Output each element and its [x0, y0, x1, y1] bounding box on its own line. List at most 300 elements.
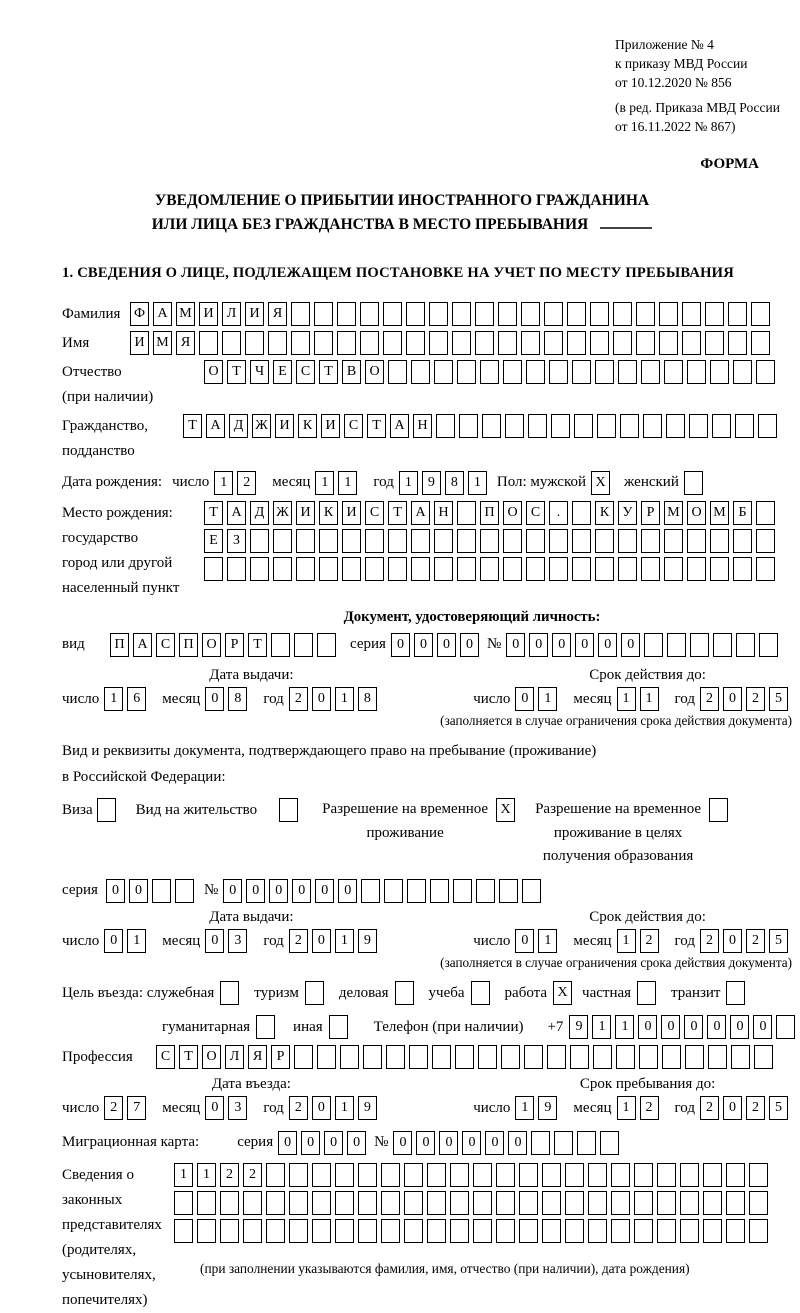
citizenship-cell[interactable] [620, 414, 639, 438]
representatives-cell[interactable]: 2 [220, 1163, 239, 1187]
profession-cell[interactable] [754, 1045, 773, 1069]
patronymic-cell[interactable] [664, 360, 683, 384]
birth-place-cell[interactable]: И [296, 501, 315, 525]
permit-issue-month-cell[interactable]: 3 [228, 929, 247, 953]
birth-place-cell[interactable] [710, 557, 729, 581]
representatives-cell[interactable]: 1 [197, 1163, 216, 1187]
representatives-cell[interactable] [588, 1191, 607, 1215]
stay-year-cell[interactable]: 5 [769, 1096, 788, 1120]
representatives-cell[interactable] [335, 1163, 354, 1187]
birth-place-cell[interactable]: О [687, 501, 706, 525]
iddoc-number-cell[interactable] [713, 633, 732, 657]
iddoc-vid-cell[interactable] [271, 633, 290, 657]
permit-expiry-year-cell[interactable]: 5 [769, 929, 788, 953]
entry-day-cell[interactable]: 7 [127, 1096, 146, 1120]
migcard-number-cell[interactable]: 0 [393, 1131, 412, 1155]
iddoc-seriya-cell[interactable]: 0 [391, 633, 410, 657]
birth-place-cell[interactable] [618, 529, 637, 553]
citizenship-cell[interactable] [689, 414, 708, 438]
surname-cell[interactable] [659, 302, 678, 326]
representatives-cell[interactable] [542, 1163, 561, 1187]
representatives-cell[interactable] [404, 1163, 423, 1187]
phone-digit-cell[interactable]: 0 [753, 1015, 772, 1039]
representatives-cell[interactable] [197, 1191, 216, 1215]
birth-place-cell[interactable] [319, 529, 338, 553]
entry-month-cell[interactable]: 0 [205, 1096, 224, 1120]
permit-number-cell[interactable]: 0 [315, 879, 334, 903]
iddoc-seriya-cell[interactable]: 0 [460, 633, 479, 657]
surname-cell[interactable] [291, 302, 310, 326]
birth-month-cell[interactable]: 1 [315, 471, 334, 495]
citizenship-cell[interactable] [482, 414, 501, 438]
phone-digit-cell[interactable]: 0 [730, 1015, 749, 1039]
profession-cell[interactable] [409, 1045, 428, 1069]
representatives-cell[interactable] [289, 1219, 308, 1243]
birth-place-cell[interactable]: Д [250, 501, 269, 525]
permit-seriya-cell[interactable] [152, 879, 171, 903]
iddoc-number-cell[interactable] [759, 633, 778, 657]
profession-cell[interactable] [593, 1045, 612, 1069]
iddoc-issue-year-cell[interactable]: 0 [312, 687, 331, 711]
permit-seriya-cell[interactable]: 0 [129, 879, 148, 903]
citizenship-cell[interactable] [459, 414, 478, 438]
migcard-number-cell[interactable] [577, 1131, 596, 1155]
surname-cell[interactable] [682, 302, 701, 326]
surname-cell[interactable] [521, 302, 540, 326]
iddoc-expiry-day-cell[interactable]: 1 [538, 687, 557, 711]
representatives-cell[interactable] [611, 1191, 630, 1215]
birth-place-cell[interactable] [296, 557, 315, 581]
birth-place-cell[interactable]: Н [434, 501, 453, 525]
representatives-cell[interactable] [312, 1219, 331, 1243]
firstname-cell[interactable] [406, 331, 425, 355]
iddoc-issue-month-cell[interactable]: 8 [228, 687, 247, 711]
profession-cell[interactable] [731, 1045, 750, 1069]
birth-place-cell[interactable]: О [503, 501, 522, 525]
permit-issue-year-cell[interactable]: 0 [312, 929, 331, 953]
representatives-cell[interactable] [266, 1163, 285, 1187]
citizenship-cell[interactable] [643, 414, 662, 438]
surname-cell[interactable] [406, 302, 425, 326]
purpose-business-checkbox[interactable] [395, 981, 414, 1005]
representatives-cell[interactable] [220, 1191, 239, 1215]
citizenship-cell[interactable]: К [298, 414, 317, 438]
patronymic-cell[interactable] [595, 360, 614, 384]
permit-issue-year-cell[interactable]: 2 [289, 929, 308, 953]
citizenship-cell[interactable] [528, 414, 547, 438]
permit-expiry-month-cell[interactable]: 1 [617, 929, 636, 953]
representatives-cell[interactable] [450, 1163, 469, 1187]
profession-cell[interactable]: Я [248, 1045, 267, 1069]
profession-cell[interactable] [524, 1045, 543, 1069]
phone-digit-cell[interactable]: 1 [592, 1015, 611, 1039]
migcard-seriya-cell[interactable]: 0 [347, 1131, 366, 1155]
firstname-cell[interactable] [751, 331, 770, 355]
representatives-cell[interactable] [496, 1219, 515, 1243]
firstname-cell[interactable]: Я [176, 331, 195, 355]
permit-number-cell[interactable] [361, 879, 380, 903]
surname-cell[interactable] [452, 302, 471, 326]
representatives-cell[interactable] [358, 1219, 377, 1243]
patronymic-cell[interactable]: Е [273, 360, 292, 384]
firstname-cell[interactable] [452, 331, 471, 355]
profession-cell[interactable]: Л [225, 1045, 244, 1069]
birth-place-cell[interactable]: М [664, 501, 683, 525]
representatives-cell[interactable] [542, 1191, 561, 1215]
profession-cell[interactable] [478, 1045, 497, 1069]
firstname-cell[interactable] [222, 331, 241, 355]
profession-cell[interactable] [432, 1045, 451, 1069]
profession-cell[interactable]: Т [179, 1045, 198, 1069]
purpose-work-checkbox[interactable]: X [553, 981, 572, 1005]
citizenship-cell[interactable]: Н [413, 414, 432, 438]
surname-cell[interactable] [544, 302, 563, 326]
birth-place-cell[interactable] [549, 557, 568, 581]
firstname-cell[interactable] [682, 331, 701, 355]
citizenship-cell[interactable] [505, 414, 524, 438]
migcard-number-cell[interactable] [600, 1131, 619, 1155]
permit-issue-year-cell[interactable]: 1 [335, 929, 354, 953]
iddoc-issue-year-cell[interactable]: 1 [335, 687, 354, 711]
iddoc-issue-day-cell[interactable]: 1 [104, 687, 123, 711]
citizenship-cell[interactable] [574, 414, 593, 438]
representatives-cell[interactable] [726, 1163, 745, 1187]
birth-month-cell[interactable]: 1 [338, 471, 357, 495]
birth-place-cell[interactable]: . [549, 501, 568, 525]
purpose-humanitarian-checkbox[interactable] [256, 1015, 275, 1039]
birth-place-cell[interactable]: А [411, 501, 430, 525]
birth-place-cell[interactable] [434, 557, 453, 581]
profession-cell[interactable] [340, 1045, 359, 1069]
representatives-cell[interactable] [657, 1191, 676, 1215]
birth-place-cell[interactable]: М [710, 501, 729, 525]
profession-cell[interactable] [317, 1045, 336, 1069]
representatives-cell[interactable] [588, 1219, 607, 1243]
profession-cell[interactable]: Р [271, 1045, 290, 1069]
profession-cell[interactable] [455, 1045, 474, 1069]
firstname-cell[interactable] [636, 331, 655, 355]
patronymic-cell[interactable] [756, 360, 775, 384]
representatives-cell[interactable] [312, 1163, 331, 1187]
firstname-cell[interactable] [498, 331, 517, 355]
birth-place-cell[interactable] [756, 501, 775, 525]
representatives-cell[interactable] [565, 1191, 584, 1215]
representatives-cell[interactable] [381, 1219, 400, 1243]
permit-number-cell[interactable]: 0 [338, 879, 357, 903]
permit-seriya-cell[interactable] [175, 879, 194, 903]
entry-year-cell[interactable]: 0 [312, 1096, 331, 1120]
profession-cell[interactable] [708, 1045, 727, 1069]
visa-checkbox[interactable] [97, 798, 116, 822]
firstname-cell[interactable] [475, 331, 494, 355]
birth-place-cell[interactable] [250, 529, 269, 553]
iddoc-expiry-year-cell[interactable]: 5 [769, 687, 788, 711]
representatives-cell[interactable] [703, 1163, 722, 1187]
permit-number-cell[interactable] [407, 879, 426, 903]
representatives-cell[interactable] [611, 1163, 630, 1187]
representatives-cell[interactable] [680, 1219, 699, 1243]
migcard-seriya-cell[interactable]: 0 [301, 1131, 320, 1155]
birth-place-cell[interactable]: С [365, 501, 384, 525]
stay-year-cell[interactable]: 0 [723, 1096, 742, 1120]
surname-cell[interactable] [360, 302, 379, 326]
purpose-study-checkbox[interactable] [471, 981, 490, 1005]
iddoc-seriya-cell[interactable]: 0 [414, 633, 433, 657]
iddoc-expiry-month-cell[interactable]: 1 [640, 687, 659, 711]
representatives-cell[interactable] [634, 1163, 653, 1187]
patronymic-cell[interactable] [434, 360, 453, 384]
entry-day-cell[interactable]: 2 [104, 1096, 123, 1120]
iddoc-vid-cell[interactable] [294, 633, 313, 657]
birth-day-cell[interactable]: 2 [237, 471, 256, 495]
representatives-cell[interactable] [450, 1191, 469, 1215]
patronymic-cell[interactable] [549, 360, 568, 384]
representatives-cell[interactable] [312, 1191, 331, 1215]
iddoc-expiry-day-cell[interactable]: 0 [515, 687, 534, 711]
birth-place-cell[interactable] [480, 557, 499, 581]
birth-place-cell[interactable] [365, 557, 384, 581]
birth-place-cell[interactable] [595, 529, 614, 553]
birth-place-cell[interactable] [756, 557, 775, 581]
birth-place-cell[interactable] [549, 529, 568, 553]
birth-place-cell[interactable] [365, 529, 384, 553]
citizenship-cell[interactable] [735, 414, 754, 438]
profession-cell[interactable] [685, 1045, 704, 1069]
representatives-cell[interactable] [473, 1191, 492, 1215]
entry-year-cell[interactable]: 9 [358, 1096, 377, 1120]
firstname-cell[interactable] [590, 331, 609, 355]
surname-cell[interactable]: Л [222, 302, 241, 326]
representatives-cell[interactable] [496, 1163, 515, 1187]
iddoc-seriya-cell[interactable]: 0 [437, 633, 456, 657]
surname-cell[interactable] [705, 302, 724, 326]
representatives-cell[interactable] [243, 1219, 262, 1243]
citizenship-cell[interactable]: Ж [252, 414, 271, 438]
birth-place-cell[interactable]: И [342, 501, 361, 525]
firstname-cell[interactable] [728, 331, 747, 355]
permit-number-cell[interactable]: 0 [292, 879, 311, 903]
iddoc-expiry-month-cell[interactable]: 1 [617, 687, 636, 711]
birth-place-cell[interactable] [250, 557, 269, 581]
firstname-cell[interactable] [659, 331, 678, 355]
firstname-cell[interactable] [521, 331, 540, 355]
citizenship-cell[interactable] [712, 414, 731, 438]
surname-cell[interactable] [429, 302, 448, 326]
birth-place-cell[interactable]: С [526, 501, 545, 525]
permit-number-cell[interactable] [499, 879, 518, 903]
migcard-seriya-cell[interactable]: 0 [278, 1131, 297, 1155]
representatives-cell[interactable] [220, 1219, 239, 1243]
representatives-cell[interactable] [542, 1219, 561, 1243]
iddoc-number-cell[interactable] [736, 633, 755, 657]
permit-issue-day-cell[interactable]: 1 [127, 929, 146, 953]
representatives-cell[interactable] [473, 1163, 492, 1187]
birth-place-cell[interactable] [342, 529, 361, 553]
citizenship-cell[interactable]: Т [183, 414, 202, 438]
representatives-cell[interactable] [358, 1163, 377, 1187]
patronymic-cell[interactable]: О [365, 360, 384, 384]
profession-cell[interactable] [639, 1045, 658, 1069]
birth-place-cell[interactable] [319, 557, 338, 581]
birth-place-cell[interactable] [618, 557, 637, 581]
patronymic-cell[interactable]: С [296, 360, 315, 384]
birth-place-cell[interactable]: Р [641, 501, 660, 525]
iddoc-expiry-year-cell[interactable]: 0 [723, 687, 742, 711]
surname-cell[interactable]: А [153, 302, 172, 326]
representatives-cell[interactable] [381, 1191, 400, 1215]
citizenship-cell[interactable] [551, 414, 570, 438]
representatives-cell[interactable] [266, 1191, 285, 1215]
citizenship-cell[interactable] [597, 414, 616, 438]
surname-cell[interactable] [383, 302, 402, 326]
profession-cell[interactable] [386, 1045, 405, 1069]
stay-month-cell[interactable]: 1 [617, 1096, 636, 1120]
birth-place-cell[interactable] [411, 529, 430, 553]
citizenship-cell[interactable] [666, 414, 685, 438]
birth-place-cell[interactable] [204, 557, 223, 581]
citizenship-cell[interactable] [436, 414, 455, 438]
birth-place-cell[interactable] [388, 557, 407, 581]
firstname-cell[interactable] [314, 331, 333, 355]
surname-cell[interactable] [314, 302, 333, 326]
birth-place-cell[interactable]: К [595, 501, 614, 525]
firstname-cell[interactable] [613, 331, 632, 355]
firstname-cell[interactable] [291, 331, 310, 355]
permit-expiry-year-cell[interactable]: 2 [700, 929, 719, 953]
birth-place-cell[interactable] [388, 529, 407, 553]
birth-year-cell[interactable]: 8 [445, 471, 464, 495]
birth-place-cell[interactable] [503, 557, 522, 581]
representatives-cell[interactable] [243, 1191, 262, 1215]
profession-cell[interactable] [570, 1045, 589, 1069]
birth-place-cell[interactable]: Т [388, 501, 407, 525]
permit-number-cell[interactable]: 0 [269, 879, 288, 903]
birth-place-cell[interactable] [526, 529, 545, 553]
representatives-cell[interactable] [519, 1163, 538, 1187]
representatives-cell[interactable] [519, 1191, 538, 1215]
patronymic-cell[interactable]: Ч [250, 360, 269, 384]
iddoc-vid-cell[interactable]: Р [225, 633, 244, 657]
surname-cell[interactable] [567, 302, 586, 326]
phone-digit-cell[interactable]: 9 [569, 1015, 588, 1039]
surname-cell[interactable] [751, 302, 770, 326]
iddoc-issue-day-cell[interactable]: 6 [127, 687, 146, 711]
birth-place-cell[interactable] [572, 557, 591, 581]
stay-day-cell[interactable]: 9 [538, 1096, 557, 1120]
representatives-cell[interactable] [565, 1163, 584, 1187]
birth-place-cell[interactable] [526, 557, 545, 581]
representatives-cell[interactable] [289, 1163, 308, 1187]
profession-cell[interactable]: О [202, 1045, 221, 1069]
birth-place-cell[interactable] [664, 557, 683, 581]
entry-year-cell[interactable]: 2 [289, 1096, 308, 1120]
representatives-cell[interactable] [703, 1191, 722, 1215]
birth-place-cell[interactable] [227, 557, 246, 581]
purpose-official-checkbox[interactable] [220, 981, 239, 1005]
patronymic-cell[interactable] [526, 360, 545, 384]
permit-expiry-month-cell[interactable]: 2 [640, 929, 659, 953]
birth-place-cell[interactable] [733, 557, 752, 581]
iddoc-number-cell[interactable] [690, 633, 709, 657]
migcard-number-cell[interactable]: 0 [439, 1131, 458, 1155]
patronymic-cell[interactable]: Т [227, 360, 246, 384]
birth-place-cell[interactable] [756, 529, 775, 553]
representatives-cell[interactable] [404, 1219, 423, 1243]
representatives-cell[interactable] [703, 1219, 722, 1243]
migcard-number-cell[interactable] [531, 1131, 550, 1155]
iddoc-vid-cell[interactable]: С [156, 633, 175, 657]
profession-cell[interactable] [662, 1045, 681, 1069]
profession-cell[interactable] [547, 1045, 566, 1069]
entry-year-cell[interactable]: 1 [335, 1096, 354, 1120]
permit-number-cell[interactable]: 0 [246, 879, 265, 903]
representatives-cell[interactable] [427, 1163, 446, 1187]
edu-permit-checkbox[interactable] [709, 798, 728, 822]
representatives-cell[interactable] [266, 1219, 285, 1243]
representatives-cell[interactable] [749, 1191, 768, 1215]
permit-number-cell[interactable]: 0 [223, 879, 242, 903]
patronymic-cell[interactable] [733, 360, 752, 384]
firstname-cell[interactable] [360, 331, 379, 355]
iddoc-vid-cell[interactable]: Т [248, 633, 267, 657]
representatives-cell[interactable]: 1 [174, 1163, 193, 1187]
patronymic-cell[interactable] [457, 360, 476, 384]
surname-cell[interactable] [613, 302, 632, 326]
phone-digit-cell[interactable]: 0 [707, 1015, 726, 1039]
representatives-cell[interactable] [680, 1191, 699, 1215]
patronymic-cell[interactable] [641, 360, 660, 384]
iddoc-number-cell[interactable]: 0 [621, 633, 640, 657]
birth-year-cell[interactable]: 1 [468, 471, 487, 495]
sex-female-checkbox[interactable] [684, 471, 703, 495]
representatives-cell[interactable] [197, 1219, 216, 1243]
phone-digit-cell[interactable] [776, 1015, 795, 1039]
iddoc-number-cell[interactable]: 0 [598, 633, 617, 657]
birth-place-cell[interactable] [503, 529, 522, 553]
permit-seriya-cell[interactable]: 0 [106, 879, 125, 903]
representatives-cell[interactable] [588, 1163, 607, 1187]
purpose-transit-checkbox[interactable] [726, 981, 745, 1005]
birth-place-cell[interactable]: У [618, 501, 637, 525]
representatives-cell[interactable] [473, 1219, 492, 1243]
firstname-cell[interactable] [245, 331, 264, 355]
representatives-cell[interactable] [726, 1219, 745, 1243]
stay-month-cell[interactable]: 2 [640, 1096, 659, 1120]
stay-day-cell[interactable]: 1 [515, 1096, 534, 1120]
stay-year-cell[interactable]: 2 [746, 1096, 765, 1120]
permit-issue-year-cell[interactable]: 9 [358, 929, 377, 953]
representatives-cell[interactable] [565, 1219, 584, 1243]
birth-place-cell[interactable]: Е [204, 529, 223, 553]
birth-day-cell[interactable]: 1 [214, 471, 233, 495]
iddoc-expiry-year-cell[interactable]: 2 [746, 687, 765, 711]
birth-place-cell[interactable] [687, 529, 706, 553]
representatives-cell[interactable] [289, 1191, 308, 1215]
birth-place-cell[interactable]: П [480, 501, 499, 525]
permit-number-cell[interactable] [430, 879, 449, 903]
representatives-cell[interactable]: 2 [243, 1163, 262, 1187]
permit-number-cell[interactable] [476, 879, 495, 903]
iddoc-vid-cell[interactable]: П [110, 633, 129, 657]
birth-place-cell[interactable] [572, 529, 591, 553]
representatives-cell[interactable] [657, 1163, 676, 1187]
representatives-cell[interactable] [427, 1219, 446, 1243]
representatives-cell[interactable] [634, 1191, 653, 1215]
iddoc-issue-month-cell[interactable]: 0 [205, 687, 224, 711]
patronymic-cell[interactable]: Т [319, 360, 338, 384]
birth-place-cell[interactable] [411, 557, 430, 581]
birth-place-cell[interactable] [733, 529, 752, 553]
